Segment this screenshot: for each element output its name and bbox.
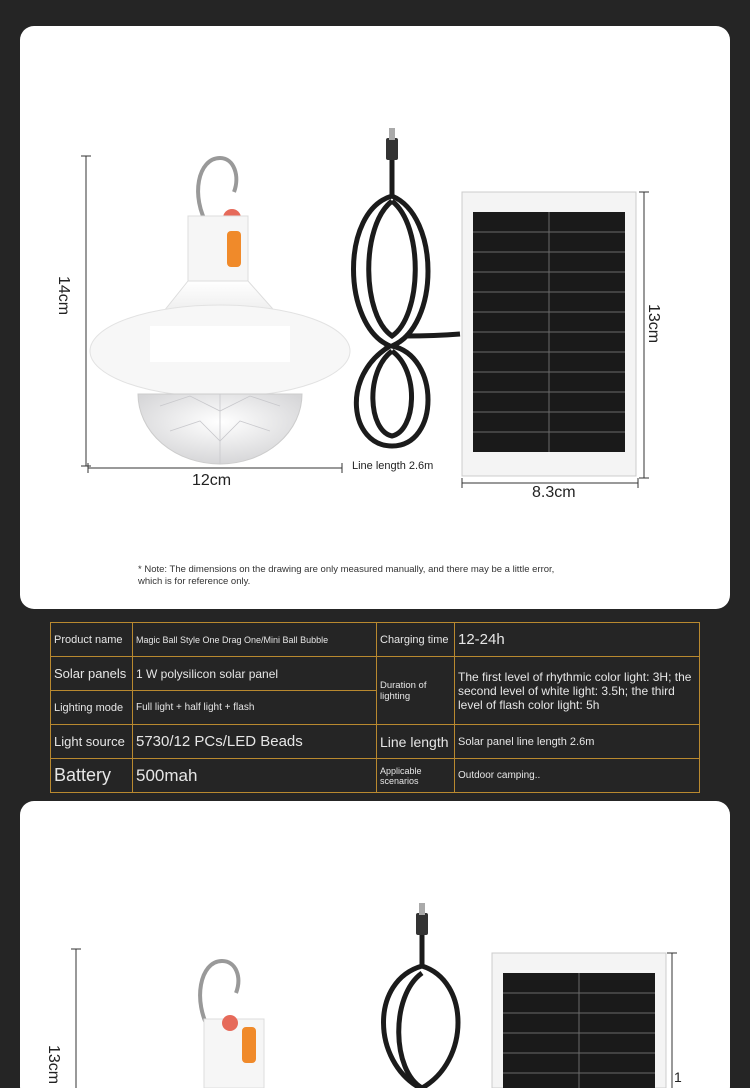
lamp-drawing <box>200 961 264 1088</box>
panel-height-label: 1 <box>674 1069 682 1085</box>
label-line-length: Line length <box>377 725 455 759</box>
note-line-1: * Note: The dimensions on the drawing are only measured manually, and there may be a little error, <box>138 564 555 575</box>
value-applicable-scenarios: Outdoor camping.. <box>455 759 700 793</box>
lamp-drawing <box>90 158 350 464</box>
table-row <box>51 623 700 657</box>
panel-height-label: 13cm <box>645 304 662 344</box>
label-solar-panels: Solar panels <box>51 657 133 691</box>
value-battery: 500mah <box>133 759 377 793</box>
label-charging-time: Charging time <box>377 623 455 657</box>
panel-width-label: 8.3cm <box>532 484 576 501</box>
table-row <box>51 759 700 793</box>
height-dimension-line <box>71 949 81 1088</box>
product-dimension-card <box>20 26 730 609</box>
label-applicable-scenarios: Applicable scenarios <box>377 759 455 793</box>
measurement-note <box>138 564 618 588</box>
cable-coil-drawing <box>384 903 459 1088</box>
label-light-source: Light source <box>51 725 133 759</box>
line-length-label: Line length 2.6m <box>352 460 434 472</box>
cable-coil-drawing <box>354 128 461 446</box>
panel-height-dimension-line <box>667 953 677 1088</box>
value-line-length: Solar panel line length 2.6m <box>455 725 700 759</box>
width-label: 12cm <box>192 472 232 489</box>
value-solar-panels: 1 W polysilicon solar panel <box>133 657 377 691</box>
product-illustration-2 <box>20 801 730 1088</box>
product-illustration <box>20 26 730 609</box>
table-row <box>51 725 700 759</box>
height-dimension-line <box>81 156 91 466</box>
solar-panel-drawing <box>492 953 666 1088</box>
height-label: 14cm <box>55 276 72 316</box>
label-lighting-mode: Lighting mode <box>51 691 133 725</box>
product-dimension-card-2 <box>20 801 730 1088</box>
specification-table <box>50 622 700 793</box>
height-label: 13cm <box>45 1045 62 1085</box>
value-light-source: 5730/12 PCs/LED Beads <box>133 725 377 759</box>
note-line-2: which is for reference only. <box>138 576 251 587</box>
value-lighting-mode: Full light + half light + flash <box>133 691 377 725</box>
solar-panel-drawing <box>462 192 636 476</box>
label-battery: Battery <box>51 759 133 793</box>
value-duration-of-lighting: The first level of rhythmic color light: 3H; the second level of white light: 3.5h; the third level of flash color light: 5h <box>455 657 700 725</box>
label-duration-of-lighting: Duration of lighting <box>377 657 455 725</box>
label-product-name: Product name <box>51 623 133 657</box>
table-row <box>51 657 700 691</box>
value-charging-time: 12-24h <box>455 623 700 657</box>
value-product-name: Magic Ball Style One Drag One/Mini Ball Bubble <box>133 623 377 657</box>
